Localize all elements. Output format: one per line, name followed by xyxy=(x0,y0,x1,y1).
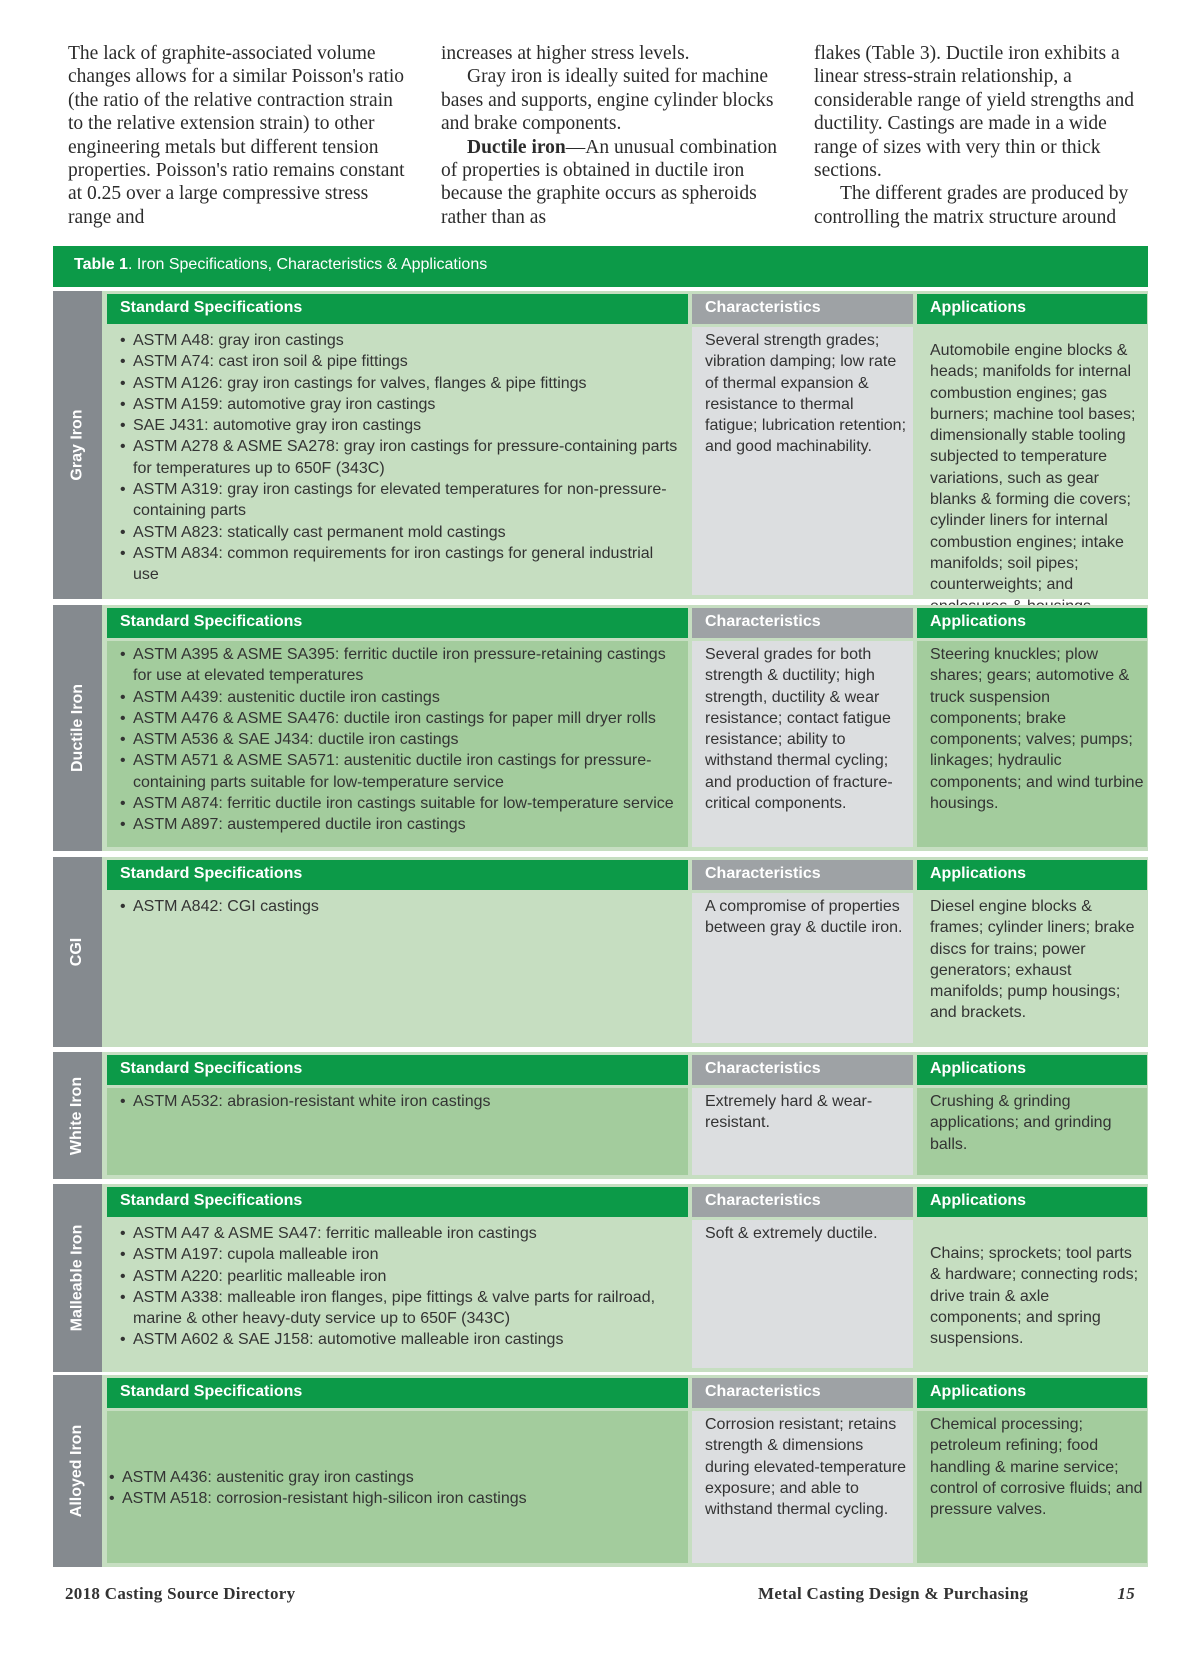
specifications-list xyxy=(120,896,680,917)
intro-paragraph: The different grades are produced by controlling the matrix structure around xyxy=(814,183,1129,228)
specifications-list xyxy=(120,330,680,586)
specifications-list xyxy=(120,1091,680,1112)
header-standard-specifications: Standard Specifications xyxy=(107,1378,688,1408)
specification-item: • ASTM A834: common requirements for iron castings for general industrial use xyxy=(120,543,680,586)
group-body xyxy=(102,605,1148,851)
intro-paragraph-text: —An unusual combination of properties is obtained in ductile iron because the graphite occurs as spheroids rather than as xyxy=(441,136,777,228)
group-side-label xyxy=(53,1052,102,1179)
table-caption: . Iron Specifications, Characteristics & Applications xyxy=(127,256,488,273)
group-malleable-iron xyxy=(53,1184,1148,1372)
specifications-list xyxy=(120,644,680,836)
header-standard-specifications: Standard Specifications xyxy=(107,1055,688,1085)
specification-item: • ASTM A395 & ASME SA395: ferritic ductile iron pressure-retaining castings for use at elevated temperatures xyxy=(120,644,680,687)
intro-column-2 xyxy=(441,42,780,229)
header-standard-specifications: Standard Specifications xyxy=(107,1187,688,1217)
applications-cell: Diesel engine blocks & frames; cylinder liners; brake discs for trains; power generators; exhaust manifolds; pump housings; and brackets. xyxy=(917,893,1147,1043)
page-number: 15 xyxy=(1117,1584,1135,1603)
header-standard-specifications: Standard Specifications xyxy=(107,294,688,324)
intro-paragraph: flakes (Table 3). Ductile iron exhibits a linear stress-strain relationship, a considerable range of yield strengths and ductility. Castings are made in a wide range of sizes with very thin or thick sections. xyxy=(814,43,1135,182)
group-body xyxy=(102,291,1148,599)
header-standard-specifications: Standard Specifications xyxy=(107,608,688,638)
specification-item: • ASTM A47 & ASME SA47: ferritic malleable iron castings xyxy=(120,1223,680,1244)
group-side-label xyxy=(53,1184,102,1372)
characteristics-cell: Soft & extremely ductile. xyxy=(692,1220,913,1368)
group-label: Ductile Iron xyxy=(68,683,86,773)
applications-cell: Automobile engine blocks & heads; manifolds for internal combustion engines; gas burners; machine tool bases; dimensionally stable tooling subjected to temperature variations, such as gear blanks & forming die covers; cylinder liners for internal combustion engines; intake manifolds; soil pipes; counterweights; and xyxy=(917,327,1147,595)
specifications-cell xyxy=(107,893,688,1043)
specification-item: • ASTM A48: gray iron castings xyxy=(120,330,680,351)
specification-item: • ASTM A220: pearlitic malleable iron xyxy=(120,1266,680,1287)
specification-item: • ASTM A602 & SAE J158: automotive malleable iron castings xyxy=(120,1329,680,1350)
characteristics-cell: A compromise of properties between gray & ductile iron. xyxy=(692,893,913,1043)
header-applications: Applications xyxy=(917,1378,1147,1408)
header-standard-specifications: Standard Specifications xyxy=(107,860,688,890)
footer-publication: 2018 Casting Source Directory xyxy=(65,1584,296,1603)
specification-item: • ASTM A532: abrasion-resistant white iron castings xyxy=(120,1091,680,1112)
header-applications: Applications xyxy=(917,1187,1147,1217)
intro-paragraph xyxy=(441,136,780,230)
applications-cell: Steering knuckles; plow shares; gears; automotive & truck suspension components; brake components; valves; pumps; linkages; hydraulic components; and wind turbine housings. xyxy=(917,641,1147,847)
specification-item: • ASTM A842: CGI castings xyxy=(120,896,680,917)
group-cgi xyxy=(53,857,1148,1047)
specification-item: • ASTM A823: statically cast permanent mold castings xyxy=(120,522,680,543)
group-label: Alloyed Iron xyxy=(68,1424,86,1518)
specification-item: • ASTM A159: automotive gray iron castings xyxy=(120,394,680,415)
group-alloyed-iron xyxy=(53,1375,1148,1567)
header-applications: Applications xyxy=(917,294,1147,324)
group-label: Malleable Iron xyxy=(68,1224,86,1332)
header-characteristics: Characteristics xyxy=(692,1055,913,1085)
specification-item: • ASTM A897: austempered ductile iron castings xyxy=(120,814,680,835)
header-applications: Applications xyxy=(917,608,1147,638)
intro-text xyxy=(68,42,1153,229)
group-body xyxy=(102,1375,1148,1567)
specification-item: • ASTM A74: cast iron soil & pipe fittings xyxy=(120,351,680,372)
specification-item: • ASTM A476 & ASME SA476: ductile iron castings for paper mill dryer rolls xyxy=(120,708,680,729)
group-body xyxy=(102,857,1148,1047)
specifications-list xyxy=(120,1223,680,1351)
header-applications: Applications xyxy=(917,1055,1147,1085)
specification-item: • ASTM A536 & SAE J434: ductile iron castings xyxy=(120,729,680,750)
footer-section: Metal Casting Design & Purchasing xyxy=(758,1584,1029,1603)
table-number: Table 1 xyxy=(74,256,128,273)
specification-item: • ASTM A571 & ASME SA571: austenitic ductile iron castings for pressure-containing parts suitable for low-temperature service xyxy=(120,750,680,793)
characteristics-cell: Several strength grades; vibration damping; low rate of thermal expansion & resistance to thermal fatigue; lubrication retention; and good machinability. xyxy=(692,327,913,595)
group-gray-iron xyxy=(53,291,1148,599)
group-label: CGI xyxy=(68,937,86,967)
applications-cell: Chains; sprockets; tool parts & hardware; connecting rods; drive train & axle components; and spring suspensions. xyxy=(917,1220,1147,1368)
group-side-label xyxy=(53,1375,102,1567)
specifications-cell xyxy=(107,641,688,847)
applications-cell: Crushing & grinding applications; and grinding balls. xyxy=(917,1088,1147,1175)
specification-item: • ASTM A439: austenitic ductile iron castings xyxy=(120,687,680,708)
specification-item: • ASTM A319: gray iron castings for elevated temperatures for non-pressure-containing parts xyxy=(120,479,680,522)
intro-paragraph: increases at higher stress levels. xyxy=(441,43,690,64)
header-characteristics: Characteristics xyxy=(692,1187,913,1217)
header-characteristics: Characteristics xyxy=(692,608,913,638)
group-white-iron xyxy=(53,1052,1148,1179)
specifications-list xyxy=(109,1467,680,1510)
intro-paragraph: Gray iron is ideally suited for machine bases and supports, engine cylinder blocks and brake components. xyxy=(441,66,774,135)
intro-column-1 xyxy=(68,42,407,229)
group-side-label xyxy=(53,291,102,599)
specification-item: • SAE J431: automotive gray iron castings xyxy=(120,415,680,436)
applications-cell: Chemical processing; petroleum refining; food handling & marine service; control of corrosive fluids; and pressure valves. xyxy=(917,1411,1147,1563)
group-label: Gray Iron xyxy=(68,409,86,481)
specification-item: • ASTM A278 & ASME SA278: gray iron castings for pressure-containing parts for temperatures up to 650F (343C) xyxy=(120,436,680,479)
table-title xyxy=(53,246,1148,287)
characteristics-cell: Corrosion resistant; retains strength & dimensions during elevated-temperature exposure; and able to withstand thermal cycling. xyxy=(692,1411,913,1563)
group-side-label xyxy=(53,857,102,1047)
group-side-label xyxy=(53,605,102,851)
specifications-cell xyxy=(107,327,688,595)
group-body xyxy=(102,1184,1148,1372)
header-characteristics: Characteristics xyxy=(692,860,913,890)
specifications-cell xyxy=(107,1411,688,1563)
group-label: White Iron xyxy=(68,1076,86,1155)
ductile-iron-heading: Ductile iron xyxy=(467,136,566,158)
header-characteristics: Characteristics xyxy=(692,294,913,324)
specifications-cell xyxy=(107,1220,688,1368)
group-body xyxy=(102,1052,1148,1179)
specifications-cell xyxy=(107,1088,688,1175)
characteristics-cell: Several grades for both strength & ductility; high strength, ductility & wear resistance; contact fatigue resistance; ability to withstand thermal cycling; and production of fracture-critical components. xyxy=(692,641,913,847)
header-characteristics: Characteristics xyxy=(692,1378,913,1408)
characteristics-cell: Extremely hard & wear-resistant. xyxy=(692,1088,913,1175)
specification-item: • ASTM A436: austenitic gray iron castings xyxy=(109,1467,680,1488)
specification-item: • ASTM A197: cupola malleable iron xyxy=(120,1244,680,1265)
specification-item: • ASTM A874: ferritic ductile iron castings suitable for low-temperature service xyxy=(120,793,680,814)
header-applications: Applications xyxy=(917,860,1147,890)
specification-item: • ASTM A126: gray iron castings for valves, flanges & pipe fittings xyxy=(120,373,680,394)
specification-item: • ASTM A338: malleable iron flanges, pipe fittings & valve parts for railroad, marine & other heavy-duty service up to 650F (343C) xyxy=(120,1287,680,1330)
specification-item: • ASTM A518: corrosion-resistant high-silicon iron castings xyxy=(109,1488,680,1509)
intro-column-3 xyxy=(814,42,1153,229)
intro-paragraph: The lack of graphite-associated volume changes allows for a similar Poisson's ratio (the ratio of the relative contraction strain to the relative extension strain) to other engineering metals but different tension properties. Poisson's ratio remains constant at 0.25 over a large compressive stress range and xyxy=(68,43,405,228)
group-ductile-iron xyxy=(53,605,1148,851)
